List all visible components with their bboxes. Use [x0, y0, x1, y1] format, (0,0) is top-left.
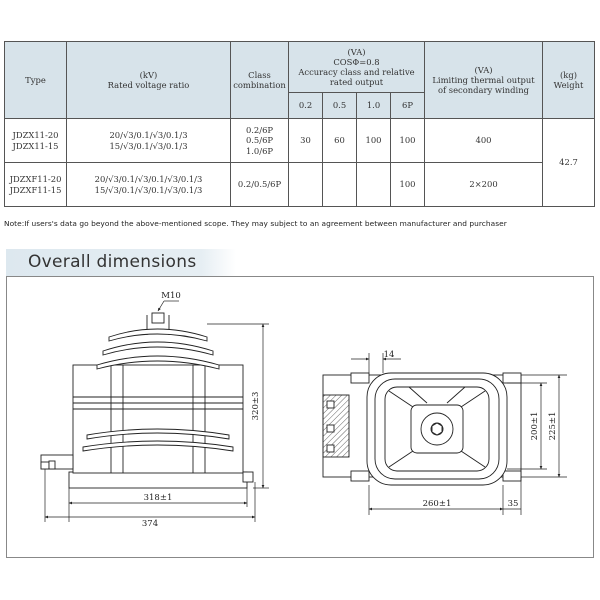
drawing-frame — [6, 276, 594, 558]
top-bolt — [152, 313, 164, 323]
main-body — [73, 365, 243, 473]
header-weight — [543, 42, 595, 119]
table-header — [5, 42, 595, 119]
row-class: 0.2/6P 0.5/6P 1.0/6P — [231, 119, 289, 163]
row-voltage: 20/√3/0.1/√3/0.1/√3/0.1/3 15/√3/0.1/√3/0.1/√3/0.1/3 — [67, 163, 231, 207]
header-type: Type — [5, 42, 67, 119]
front-view — [41, 313, 253, 488]
row-thermal: 400 — [425, 119, 543, 163]
dimension-drawing — [7, 277, 593, 557]
h200-label: 200±1 — [530, 411, 540, 441]
base-plate — [69, 472, 247, 488]
right-foot — [243, 472, 253, 482]
header-weight-label: Weight — [553, 80, 584, 90]
header-accuracy-cos: COSΦ=0.8 — [333, 56, 380, 67]
w35-label: 35 — [507, 499, 519, 509]
shed-1 — [109, 329, 207, 341]
header-class-6p: 6P — [391, 93, 425, 119]
row-value-0-5 — [323, 163, 357, 207]
row-value-0-2: 30 — [289, 119, 323, 163]
header-class: Class combination — [231, 42, 289, 119]
header-thermal-label: Limiting thermal output of secondary winding — [432, 74, 535, 96]
header-class-0-5: 0.5 — [323, 93, 357, 119]
bolt-label: M10 — [161, 291, 181, 301]
h225-label: 225±1 — [548, 411, 558, 441]
row-type: JDZX11-20 JDZX11-15 — [5, 119, 67, 163]
row-class: 0.2/0.5/6P — [231, 163, 289, 207]
row-value-1-0 — [357, 163, 391, 207]
shed-2 — [103, 342, 213, 355]
header-accuracy-unit: (VA) — [347, 46, 366, 57]
section-title: Overall dimensions — [28, 252, 197, 272]
spec-table — [4, 41, 595, 207]
w260-label: 260±1 — [422, 499, 452, 509]
top-gap-label: 14 — [383, 350, 395, 360]
row-value-0-2 — [289, 163, 323, 207]
footnote: Note:If users's data go beyond the above-mentioned scope. They may subject to an agreement between manufacturer and purchaser — [4, 219, 507, 228]
header-thermal — [425, 42, 543, 119]
row-value-6p: 100 — [391, 119, 425, 163]
header-voltage — [67, 42, 231, 119]
top-view — [323, 373, 521, 485]
row-value-6p: 100 — [391, 163, 425, 207]
header-weight-unit: (kg) — [560, 69, 577, 80]
header-accuracy — [289, 42, 425, 93]
row-value-1-0: 100 — [357, 119, 391, 163]
row-type: JDZXF11-20 JDZXF11-15 — [5, 163, 67, 207]
height-label: 320±3 — [251, 391, 261, 421]
weight-cell: 42.7 — [543, 119, 595, 207]
header-accuracy-label: Accuracy class and relative rated output — [298, 67, 415, 88]
table-row — [5, 119, 595, 163]
row-thermal: 2×200 — [425, 163, 543, 207]
section-header — [6, 249, 236, 276]
row-voltage: 20/√3/0.1/√3/0.1/3 15/√3/0.1/√3/0.1/3 — [67, 119, 231, 163]
header-voltage-label: Rated voltage ratio — [107, 80, 190, 90]
overall-width-label: 374 — [141, 519, 159, 529]
header-class-1-0: 1.0 — [357, 93, 391, 119]
header-voltage-unit: (kV) — [139, 69, 158, 80]
table-row — [5, 163, 595, 207]
header-thermal-unit: (VA) — [474, 64, 493, 75]
row-value-0-5: 60 — [323, 119, 357, 163]
base-width-label: 318±1 — [143, 493, 173, 503]
header-class-0-2: 0.2 — [289, 93, 323, 119]
